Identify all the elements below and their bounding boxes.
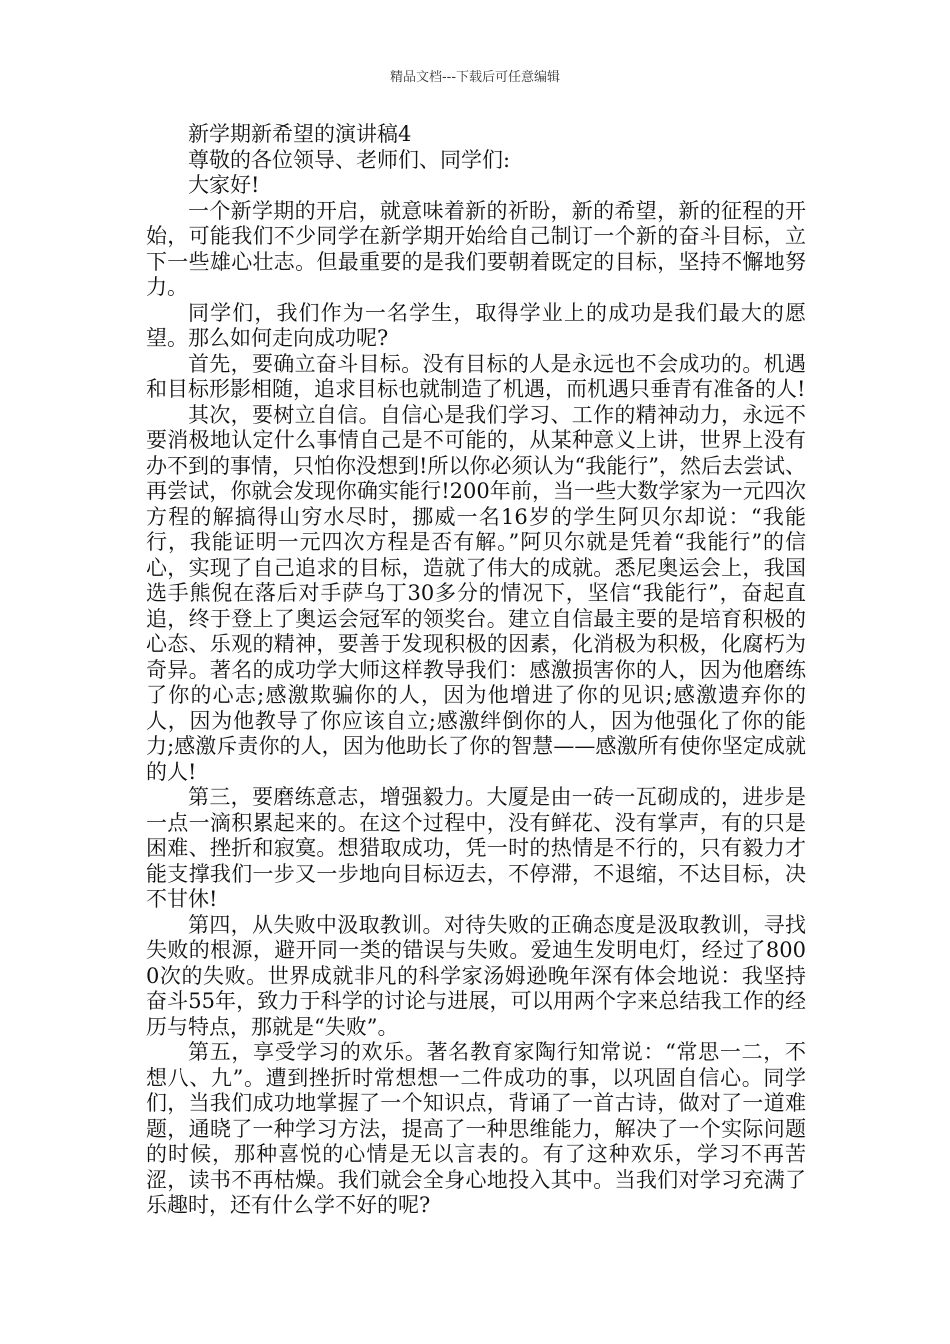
- paragraph: 同学们，我们作为一名学生，取得学业上的成功是我们最大的愿望。那么如何走向成功呢?: [146, 300, 806, 350]
- paragraph: 第三，要磨练意志，增强毅力。大厦是由一砖一瓦砌成的，进步是一点一滴积累起来的。在这个过程中，没有鲜花、没有掌声，有的只是困难、挫折和寂寞。想猎取成功，凭一时的热情是不行的，只有毅力才能支撑我们一步又一步地向目标迈去，不停滞，不退缩，不达目标，决不甘休!: [146, 785, 806, 911]
- document-body: [146, 122, 806, 1219]
- paragraph: 一个新学期的开启，就意味着新的祈盼，新的希望，新的征程的开始，可能我们不少同学在新学期开始给自己制订一个新的奋斗目标，立下一些雄心壮志。但最重要的是我们要朝着既定的目标，坚持不懈地努力。: [146, 198, 806, 299]
- page-header: 精品文档---下载后可任意编辑: [389, 70, 561, 85]
- salutation: 尊敬的各位领导、老师们、同学们:: [188, 147, 511, 172]
- greeting: 大家好!: [188, 173, 260, 197]
- paragraph: 第五，享受学习的欢乐。著名教育家陶行知常说：“常思一二，不想八、九”。遭到挫折时常想想一二件成功的事，以巩固自信心。同学们，当我们成功地掌握了一个知识点，背诵了一首古诗，做对了一道难题，通晓了一种学习方法，提高了一种思维能力，解决了一个实际问题的时候，那种喜悦的心情是无以言表的。有了这种欢乐，学习不再苦涩，读书不再枯燥。我们就会全身心地投入其中。当我们对学习充满了乐趣时，还有什么学不好的呢?: [146, 1040, 806, 1217]
- document-title: 新学期新希望的演讲稿4: [188, 122, 412, 146]
- paragraph: 第四，从失败中汲取教训。对待失败的正确态度是汲取教训，寻找失败的根源，避开同一类的错误与失败。爱迪生发明电灯，经过了8000次的失败。世界成就非凡的科学家汤姆逊晚年深有体会地说：我坚持奋斗55年，致力于科学的讨论与进展，可以用两个字来总结我工作的经历与特点，那就是“失败”。: [146, 912, 806, 1039]
- paragraph: 其次，要树立自信。自信心是我们学习、工作的精神动力，永远不要消极地认定什么事情自己是不可能的，从某种意义上讲，世界上没有办不到的事情，只怕你没想到!所以你必须认为“我能行”，然后去尝试、再尝试，你就会发现你确实能行!200年前，当一些大数学家为一元四次方程的解搞得山穷水尽时，挪威一名16岁的学生阿贝尔却说：“我能行，我能证明一元四次方程是否有解。”阿贝尔就是凭着“我能行”的信心，实现了自己追求的目标，造就了伟大的成就。悉尼奥运会上，我国选手熊倪在落后对手萨乌丁30多分的情况下，坚信“我能行”，奋起直追，终于登上了奥运会冠军的领奖台。建立自信最主要的是培育积极的心态、乐观的精神，要善于发现积极的因素，化消极为积极，化腐朽为奇异。著名的成功学大师这样教导我们：感激损害你的人，因为他磨练了你的心志;感激欺骗你的人，因为他增进了你的见识;感激遗弃你的人，因为他教导了你应该自立;感激绊倒你的人，因为他强化了你的能力;感激斥责你的人，因为他助长了你的智慧——感激所有使你坚定成就的人!: [146, 402, 806, 784]
- paragraph: 首先，要确立奋斗目标。没有目标的人是永远也不会成功的。机遇和目标形影相随，追求目标也就制造了机遇，而机遇只垂青有准备的人!: [146, 351, 806, 401]
